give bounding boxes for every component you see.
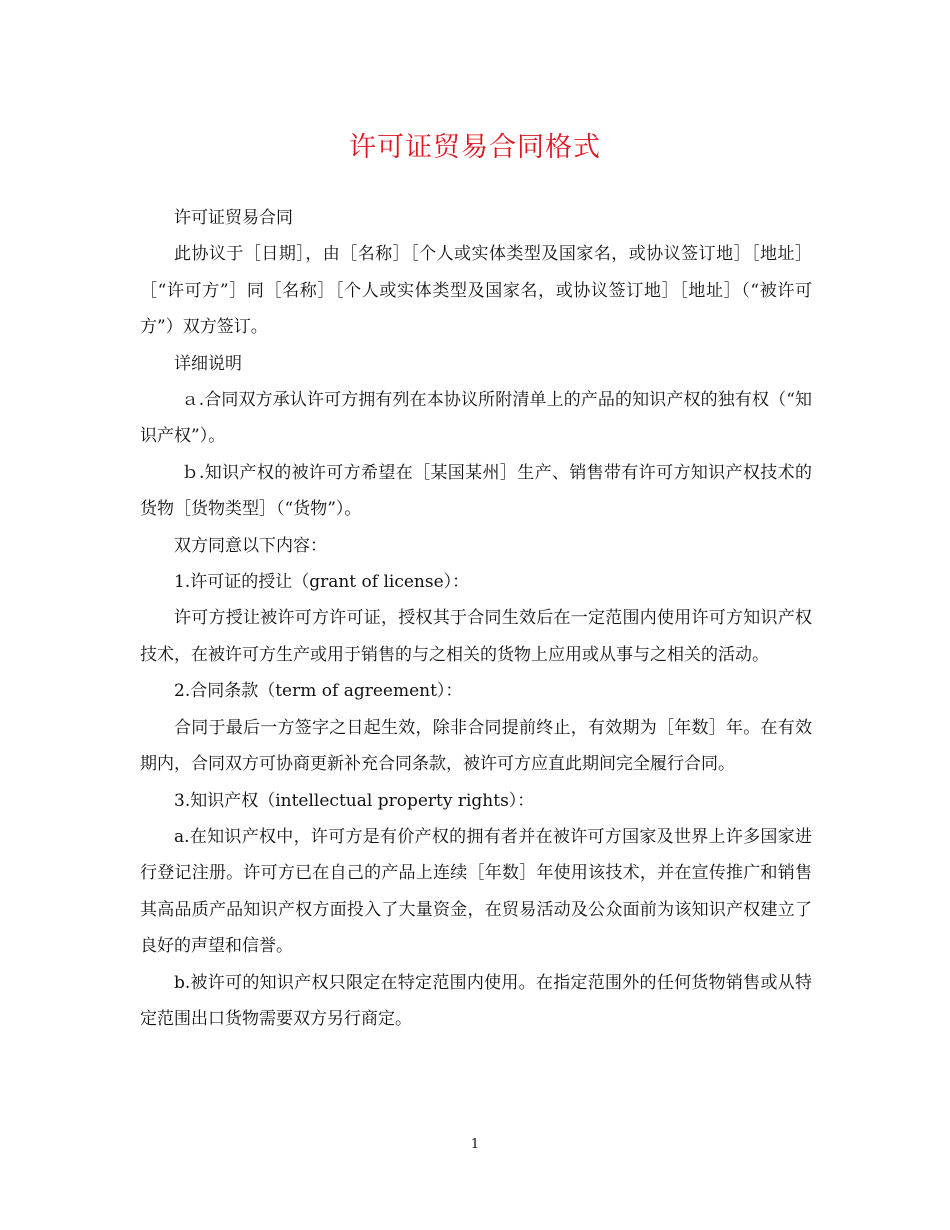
document-body bbox=[140, 200, 812, 1037]
recital-a: ａ.合同双方承认许可方拥有列在本协议所附清单上的产品的知识产权的独有权（“知识产权”）。 bbox=[140, 390, 812, 447]
clause-heading-3: 3.知识产权（intellectual property rights）： bbox=[174, 790, 535, 811]
clause-heading-2: 2.合同条款（term of agreement）： bbox=[174, 681, 463, 702]
document-title: 许可证贸易合同格式 bbox=[349, 132, 601, 163]
contract-subtitle: 许可证贸易合同 bbox=[174, 208, 293, 228]
recital-b: ｂ.知识产权的被许可方希望在［某国某州］生产、销售带有许可方知识产权技术的货物［货物类型］（“货物”）。 bbox=[140, 462, 812, 520]
agreement-intro: 双方同意以下内容： bbox=[174, 535, 327, 556]
clause-3a-text: a.在知识产权中，许可方是有价产权的拥有者并在被许可方国家及世界上许多国家进行登记注册。许可方已在自己的产品上连续［年数］年使用该技术，并在宣传推广和销售其高品质产品知识产权方面投入了大量资金，在贸易活动及公众面前为该知识产权建立了良好的声望和信誉。 bbox=[140, 826, 812, 957]
page-number: 1 bbox=[470, 1137, 480, 1152]
clause-heading-1: 1.许可证的授让（grant of license）： bbox=[174, 572, 470, 593]
clause-1-text: 许可方授让被许可方许可证，授权其于合同生效后在一定范围内使用许可方知识产权技术，在被许可方生产或用于销售的与之相关的货物上应用或从事与之相关的活动。 bbox=[140, 608, 812, 665]
clause-2-text: 合同于最后一方签字之日起生效，除非合同提前终止，有效期为［年数］年。在有效期内，合同双方可协商更新补充合同条款，被许可方应直此期间完全履行合同。 bbox=[140, 717, 812, 775]
clause-3b-text: b.被许可的知识产权只限定在特定范围内使用。在指定范围外的任何货物销售或从特定范围出口货物需要双方另行商定。 bbox=[140, 972, 812, 1029]
section-heading-details: 详细说明 bbox=[174, 353, 242, 374]
preamble-paragraph: 此协议于［日期］，由［名称］［个人或实体类型及国家名，或协议签订地］［地址］［“许可方”］同［名称］［个人或实体类型及国家名，或协议签订地］［地址］（“被许可方”）双方签订。 bbox=[140, 244, 812, 338]
